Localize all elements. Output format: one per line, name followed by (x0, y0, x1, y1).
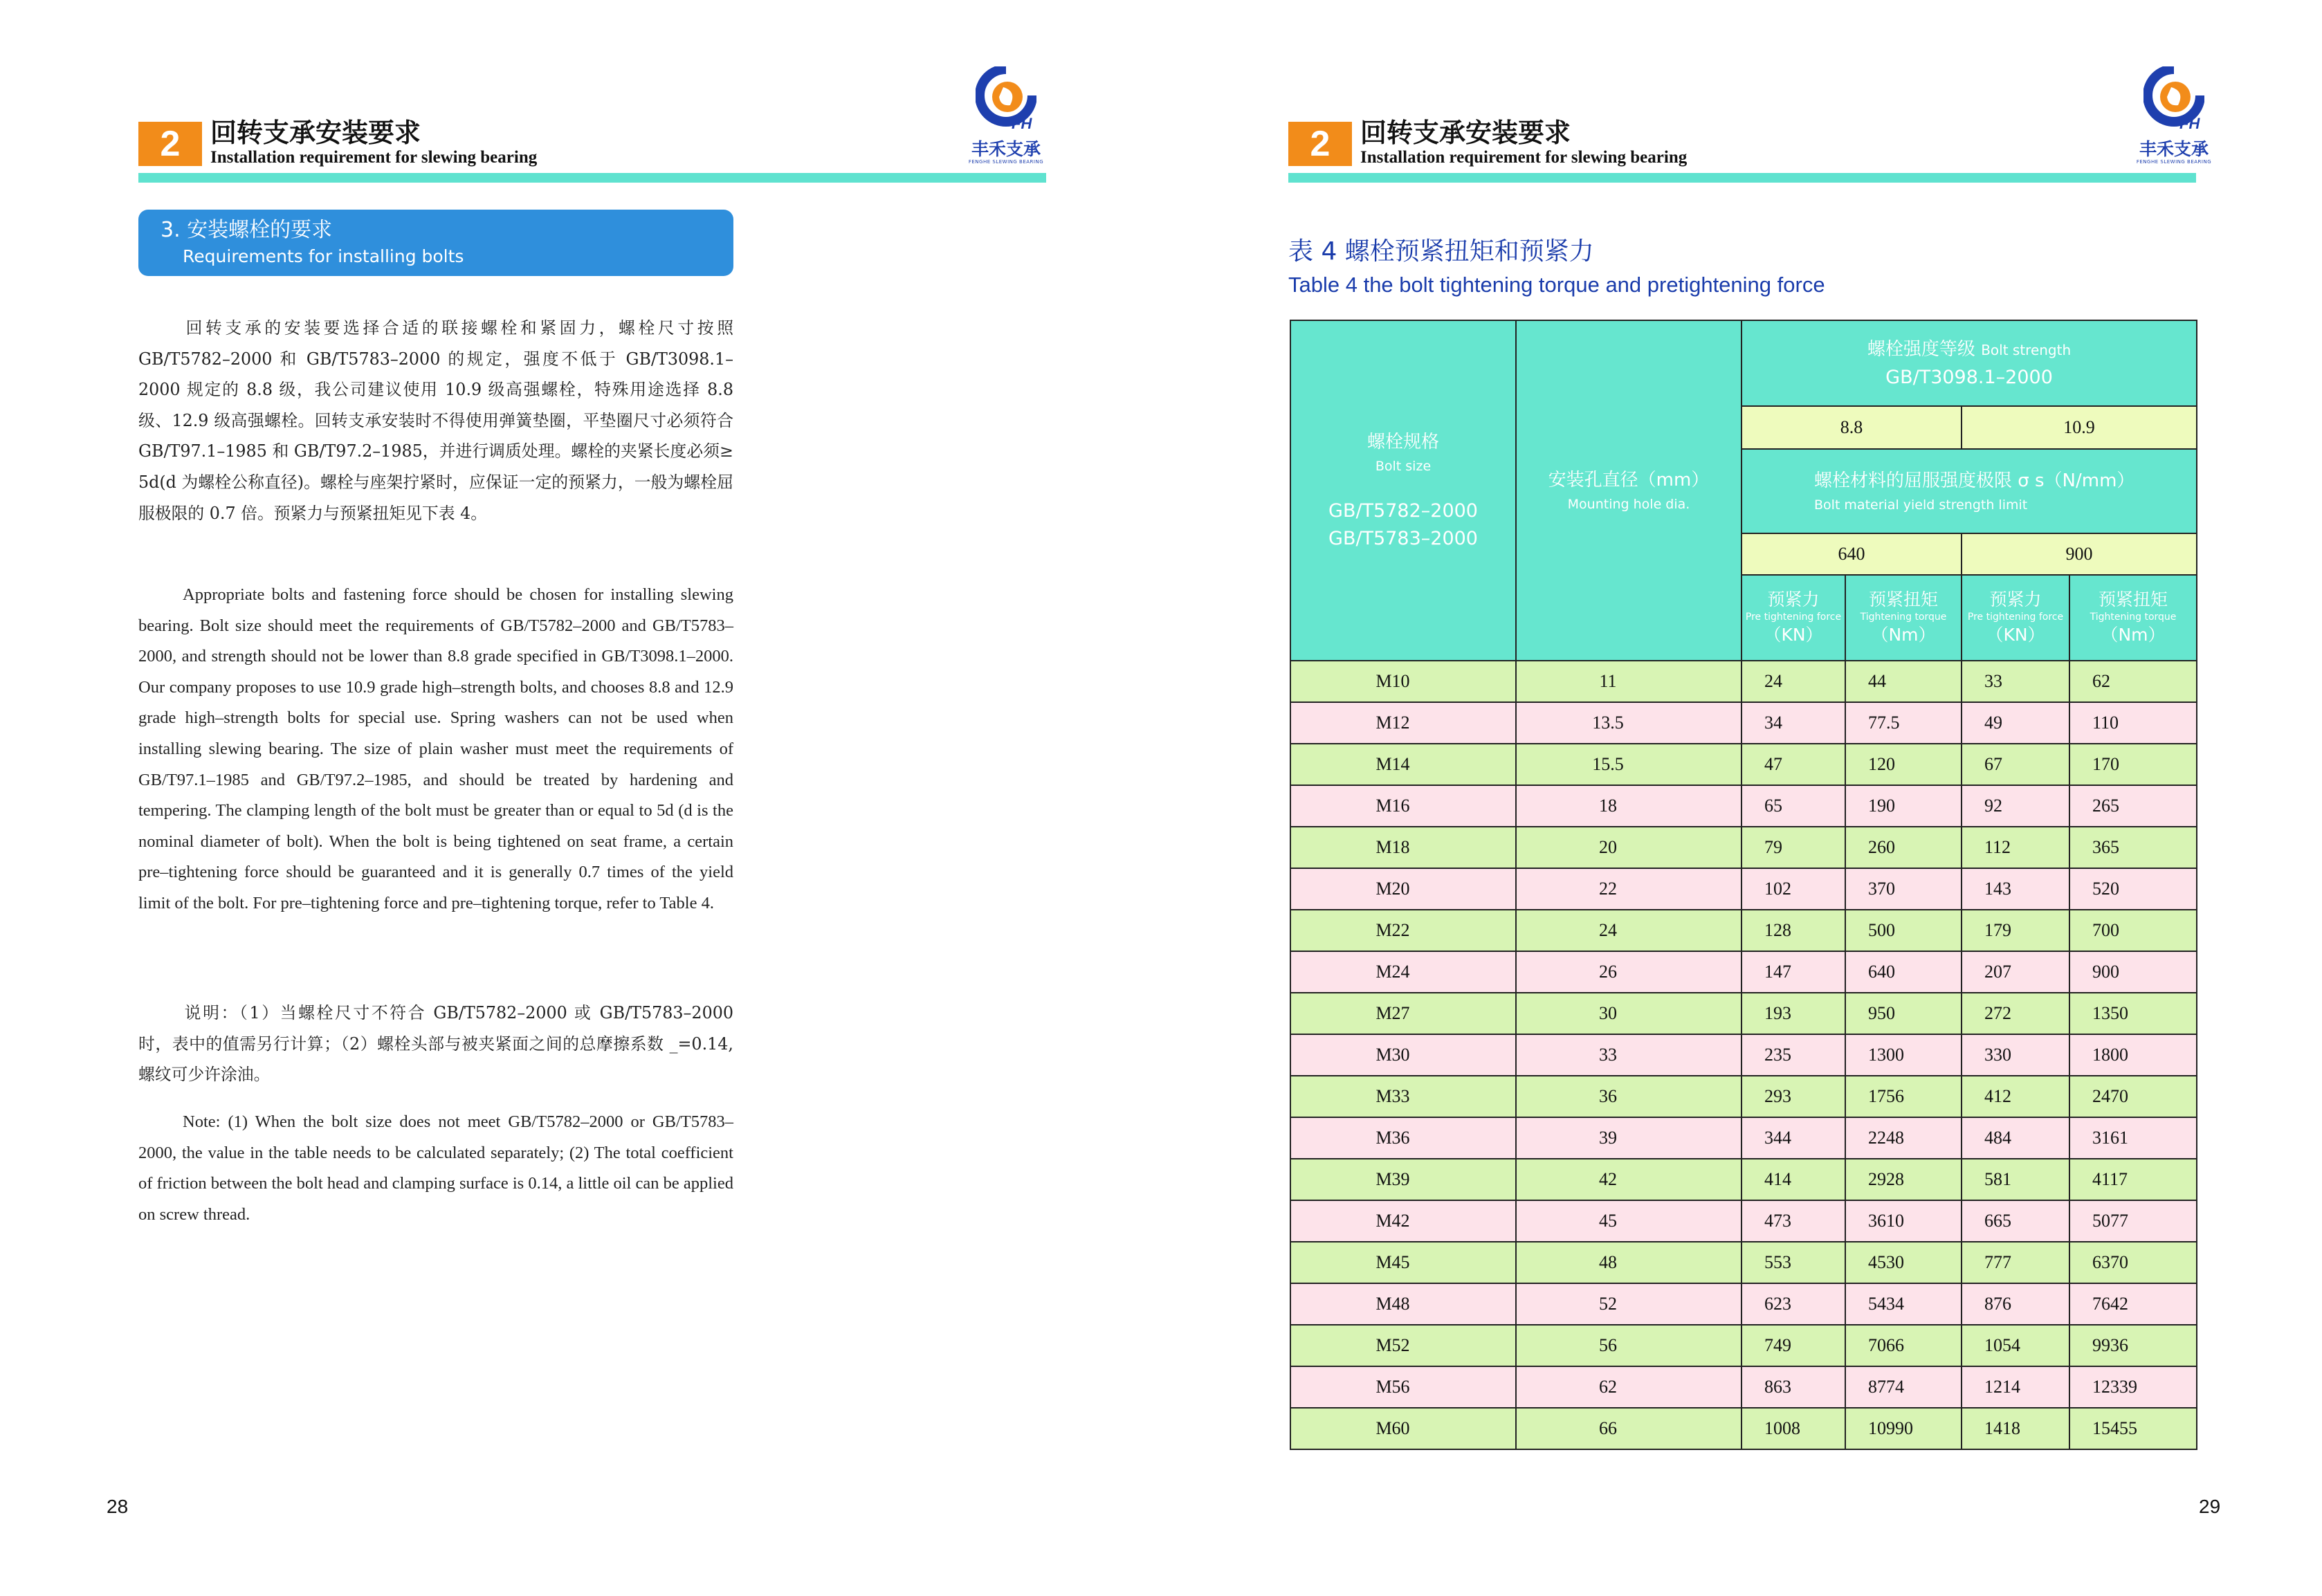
cell-force-10-9: 207 (1962, 951, 2069, 993)
cell-force-8-8: 65 (1742, 785, 1845, 827)
logo-mark: FH (1012, 115, 1032, 132)
table-body (1290, 661, 2197, 1449)
header-mounting-hole (1516, 320, 1742, 661)
table-row (1290, 1283, 2197, 1325)
chapter-title-en: Installation requirement for slewing bearing (1360, 148, 1688, 167)
header-text: 安装孔直径（mm） (1548, 470, 1710, 490)
cell-torque-10-9: 1800 (2069, 1034, 2197, 1076)
cell-hole-dia: 26 (1516, 951, 1742, 993)
company-logo (2126, 66, 2222, 170)
chapter-number: 2 (138, 122, 202, 166)
cell-torque-8-8: 10990 (1845, 1408, 1962, 1449)
cell-torque-8-8: 44 (1845, 661, 1962, 702)
cell-force-8-8: 1008 (1742, 1408, 1845, 1449)
chapter-title-en: Installation requirement for slewing bearing (210, 148, 538, 167)
header-grade-10-9: 10.9 (1962, 406, 2197, 449)
cell-force-10-9: 49 (1962, 702, 2069, 744)
cell-hole-dia: 24 (1516, 910, 1742, 951)
cell-bolt-size: M36 (1290, 1117, 1516, 1159)
cell-torque-10-9: 62 (2069, 661, 2197, 702)
table-row (1290, 1325, 2197, 1366)
cell-torque-8-8: 4530 (1845, 1242, 1962, 1283)
table-row (1290, 1242, 2197, 1283)
cell-force-10-9: 143 (1962, 868, 2069, 910)
cell-bolt-size: M12 (1290, 702, 1516, 744)
cell-bolt-size: M20 (1290, 868, 1516, 910)
paragraph-zh-2 (138, 998, 733, 1090)
header-text: GB/T5782–2000 (1328, 500, 1478, 522)
cell-bolt-size: M48 (1290, 1283, 1516, 1325)
header-text: Pre tightening force (1967, 612, 2064, 623)
fh-logo-icon (2143, 66, 2204, 133)
cell-torque-10-9: 365 (2069, 827, 2197, 868)
table-row (1290, 702, 2197, 744)
logo-name-en: FENGHE SLEWING BEARING (2136, 159, 2212, 165)
cell-bolt-size: M24 (1290, 951, 1516, 993)
header-text: Bolt strength (1981, 341, 2072, 358)
cell-torque-10-9: 1350 (2069, 993, 2197, 1034)
cell-torque-8-8: 77.5 (1845, 702, 1962, 744)
header-force-a (1742, 575, 1845, 661)
cell-hole-dia: 56 (1516, 1325, 1742, 1366)
cell-bolt-size: M42 (1290, 1200, 1516, 1242)
table-row (1290, 1408, 2197, 1449)
paragraph-en-1 (138, 580, 733, 919)
cell-torque-10-9: 2470 (2069, 1076, 2197, 1117)
cell-hole-dia: 30 (1516, 993, 1742, 1034)
header-text: Pre tightening force (1745, 612, 1842, 623)
chapter-title-zh: 回转支承安装要求 (1360, 117, 1571, 148)
table-row (1290, 661, 2197, 702)
paragraph-en-2 (138, 1107, 733, 1230)
cell-hole-dia: 18 (1516, 785, 1742, 827)
cell-hole-dia: 45 (1516, 1200, 1742, 1242)
header-text: 预紧力 (1989, 589, 2042, 609)
header-text (1742, 336, 2196, 364)
cell-force-8-8: 553 (1742, 1242, 1845, 1283)
header-text: 螺栓强度等级 (1867, 338, 1975, 360)
cell-force-10-9: 876 (1962, 1283, 2069, 1325)
header-text: 螺栓规格 (1366, 432, 1439, 452)
cell-force-10-9: 92 (1962, 785, 2069, 827)
cell-force-8-8: 147 (1742, 951, 1845, 993)
cell-bolt-size: M10 (1290, 661, 1516, 702)
cell-hole-dia: 13.5 (1516, 702, 1742, 744)
cell-force-8-8: 344 (1742, 1117, 1845, 1159)
cell-force-8-8: 79 (1742, 827, 1845, 868)
cell-force-10-9: 665 (1962, 1200, 2069, 1242)
table-row (1290, 910, 2197, 951)
header-text: Tightening torque (2090, 612, 2177, 623)
cell-force-8-8: 193 (1742, 993, 1845, 1034)
paragraph-text: 说明：（1）当螺栓尺寸不符合 GB/T5782–2000 或 GB/T5783–2000 时，表中的值需另行计算；（2）螺栓头部与被夹紧面之间的总摩擦系数 _=0.14, 螺纹可少许涂油。 (138, 1003, 733, 1085)
chapter-number: 2 (1288, 122, 1352, 166)
paragraph-text: 回转支承的安装要选择合适的联接螺栓和紧固力，螺栓尺寸按照GB/T5782–2000 和 GB/T5783–2000 的规定，强度不低于 GB/T3098.1–2000 规定的 8.8 级，我公司建议使用 10.9 级高强螺栓，特殊用途选择 8.8 级、12.9 级高强螺栓。回转支承安装时不得使用弹簧垫圈，平垫圈尺寸必须符合 GB/T97.1–1985 和 GB/T97.2–1985，并进行调质处理。螺栓的夹紧长度必须≥ 5d(d 为螺栓公称直径)。螺栓与座架拧紧时，应保证一定的预紧力，一般为螺栓屈服极限的 0.7 倍。预紧力与预紧扭矩见下表 4。 (138, 318, 733, 523)
table-row (1290, 785, 2197, 827)
header-text: Bolt material yield strength limit (1814, 497, 2028, 513)
logo-name-zh: 丰禾支承 (971, 139, 1041, 159)
cell-force-8-8: 749 (1742, 1325, 1845, 1366)
table-row (1290, 827, 2197, 868)
chapter-header (1288, 118, 2196, 167)
header-text: （Nm） (2101, 625, 2166, 645)
header-text: Mounting hole dia. (1567, 497, 1690, 512)
cell-force-10-9: 484 (1962, 1117, 2069, 1159)
cell-hole-dia: 66 (1516, 1408, 1742, 1449)
cell-bolt-size: M56 (1290, 1366, 1516, 1408)
table-row (1290, 993, 2197, 1034)
page-number: 28 (107, 1496, 129, 1517)
cell-force-8-8: 102 (1742, 868, 1845, 910)
fh-logo-icon (976, 66, 1036, 133)
cell-hole-dia: 11 (1516, 661, 1742, 702)
table-row (1290, 1076, 2197, 1117)
cell-hole-dia: 42 (1516, 1159, 1742, 1200)
cell-force-8-8: 293 (1742, 1076, 1845, 1117)
chapter-header (138, 118, 1046, 167)
table-row (1290, 1117, 2197, 1159)
header-text: （KN） (1764, 625, 1823, 645)
cell-torque-8-8: 5434 (1845, 1283, 1962, 1325)
cell-torque-8-8: 7066 (1845, 1325, 1962, 1366)
cell-bolt-size: M22 (1290, 910, 1516, 951)
header-yield-900: 900 (1962, 533, 2197, 575)
header-bolt-strength (1742, 320, 2197, 406)
cell-torque-10-9: 170 (2069, 744, 2197, 785)
cell-bolt-size: M39 (1290, 1159, 1516, 1200)
cell-hole-dia: 15.5 (1516, 744, 1742, 785)
table-row (1290, 951, 2197, 993)
page-number: 29 (2199, 1496, 2221, 1517)
cell-torque-8-8: 950 (1845, 993, 1962, 1034)
cell-torque-10-9: 3161 (2069, 1117, 2197, 1159)
cell-force-8-8: 414 (1742, 1159, 1845, 1200)
cell-bolt-size: M33 (1290, 1076, 1516, 1117)
header-grade-8-8: 8.8 (1742, 406, 1962, 449)
cell-torque-8-8: 2928 (1845, 1159, 1962, 1200)
header-bolt-size (1290, 320, 1516, 661)
cell-torque-10-9: 265 (2069, 785, 2197, 827)
cell-force-10-9: 777 (1962, 1242, 2069, 1283)
cell-torque-8-8: 190 (1845, 785, 1962, 827)
cell-bolt-size: M60 (1290, 1408, 1516, 1449)
cell-bolt-size: M16 (1290, 785, 1516, 827)
table-title-zh: 表 4 螺栓预紧扭矩和预紧力 (1288, 237, 1594, 266)
header-text: （Nm） (1871, 625, 1936, 645)
section-title-en: Requirements for installing bolts (183, 246, 464, 266)
cell-torque-10-9: 6370 (2069, 1242, 2197, 1283)
cell-bolt-size: M30 (1290, 1034, 1516, 1076)
bolt-torque-table (1290, 320, 2197, 1450)
section-title-zh: 3. 安装螺栓的要求 (161, 218, 333, 242)
paragraph-text: Note: (1) When the bolt size does not meet GB/T5782–2000 or GB/T5783–2000, the value in the table needs to be calculated separately; (2) The total coefficient of friction between the bolt head and clamping surface is 0.14, a little oil can be applied on screw thread. (138, 1112, 733, 1224)
cell-force-8-8: 623 (1742, 1283, 1845, 1325)
chapter-title-zh: 回转支承安装要求 (210, 117, 421, 148)
cell-hole-dia: 48 (1516, 1242, 1742, 1283)
header-text: 预紧力 (1767, 589, 1820, 609)
right-page (1161, 0, 2322, 1596)
company-logo (958, 66, 1054, 170)
cell-force-10-9: 272 (1962, 993, 2069, 1034)
cell-torque-10-9: 12339 (2069, 1366, 2197, 1408)
table-row (1290, 1200, 2197, 1242)
cell-force-10-9: 67 (1962, 744, 2069, 785)
section-heading (138, 210, 733, 276)
table-row (1290, 1034, 2197, 1076)
cell-bolt-size: M18 (1290, 827, 1516, 868)
cell-hole-dia: 20 (1516, 827, 1742, 868)
cell-torque-10-9: 700 (2069, 910, 2197, 951)
cell-torque-8-8: 1300 (1845, 1034, 1962, 1076)
cell-torque-10-9: 900 (2069, 951, 2197, 993)
cell-force-10-9: 112 (1962, 827, 2069, 868)
header-text: （KN） (1986, 625, 2045, 645)
header-text: GB/T5783–2000 (1328, 528, 1478, 549)
cell-torque-8-8: 2248 (1845, 1117, 1962, 1159)
cell-force-10-9: 330 (1962, 1034, 2069, 1076)
table-row (1290, 744, 2197, 785)
cell-force-10-9: 1418 (1962, 1408, 2069, 1449)
cell-torque-10-9: 520 (2069, 868, 2197, 910)
cell-force-8-8: 47 (1742, 744, 1845, 785)
paragraph-text: Appropriate bolts and fastening force should be chosen for installing slewing bearing. Bolt size should meet the requirements of GB/T5782–2000 and GB/T5783–2000, and strength should not be lower than 8.8 grade specified in GB/T3098.1–2000. Our company proposes to use 10.9 grade high–strength bolts, and chooses 8.8 and 12.9 grade high–strength bolts for special use. Spring washers can not be used when installing slewing bearing. The size of plain washer must meet the requirements of GB/T97.1–1985 and GB/T97.2–1985, and should be treated by hardening and tempering. The clamping length of the bolt must be greater than or equal to 5d (d is the nominal diameter of bolt). When the bolt is being tightened on seat frame, a certain pre–tightening force should be guaranteed and it is generally 0.7 times of the yield limit of the bolt. For pre–tightening force and pre–tightening torque, refer to Table 4. (138, 585, 733, 912)
cell-force-8-8: 235 (1742, 1034, 1845, 1076)
header-yield-640: 640 (1742, 533, 1962, 575)
table-row (1290, 1366, 2197, 1408)
logo-name-en: FENGHE SLEWING BEARING (968, 159, 1044, 165)
cell-torque-8-8: 370 (1845, 868, 1962, 910)
logo-mark: FH (2179, 115, 2200, 132)
cell-hole-dia: 22 (1516, 868, 1742, 910)
cell-force-10-9: 1054 (1962, 1325, 2069, 1366)
cell-hole-dia: 52 (1516, 1283, 1742, 1325)
cell-hole-dia: 36 (1516, 1076, 1742, 1117)
cell-force-10-9: 1214 (1962, 1366, 2069, 1408)
cell-force-8-8: 473 (1742, 1200, 1845, 1242)
cell-force-8-8: 34 (1742, 702, 1845, 744)
cell-torque-8-8: 260 (1845, 827, 1962, 868)
cell-force-8-8: 24 (1742, 661, 1845, 702)
cell-force-10-9: 33 (1962, 661, 2069, 702)
header-force-b (1962, 575, 2069, 661)
cell-force-10-9: 581 (1962, 1159, 2069, 1200)
table-row (1290, 868, 2197, 910)
header-torque-a (1845, 575, 1962, 661)
header-text: 螺栓材料的屈服强度极限 σ s（N/mm） (1814, 470, 2135, 491)
header-yield-limit (1742, 449, 2197, 533)
cell-force-10-9: 179 (1962, 910, 2069, 951)
cell-torque-8-8: 640 (1845, 951, 1962, 993)
header-torque-b (2069, 575, 2197, 661)
cell-bolt-size: M14 (1290, 744, 1516, 785)
cell-torque-8-8: 120 (1845, 744, 1962, 785)
cell-torque-8-8: 1756 (1845, 1076, 1962, 1117)
cell-torque-10-9: 4117 (2069, 1159, 2197, 1200)
cell-bolt-size: M27 (1290, 993, 1516, 1034)
cell-torque-8-8: 8774 (1845, 1366, 1962, 1408)
cell-torque-8-8: 3610 (1845, 1200, 1962, 1242)
logo-name-zh: 丰禾支承 (2139, 139, 2209, 159)
cell-hole-dia: 62 (1516, 1366, 1742, 1408)
cell-force-8-8: 128 (1742, 910, 1845, 951)
cell-torque-10-9: 7642 (2069, 1283, 2197, 1325)
table-row (1290, 1159, 2197, 1200)
paragraph-zh-1 (138, 313, 733, 529)
header-text: 预紧扭矩 (2099, 589, 2168, 609)
cell-bolt-size: M52 (1290, 1325, 1516, 1366)
cell-hole-dia: 33 (1516, 1034, 1742, 1076)
header-text: Tightening torque (1860, 612, 1947, 623)
header-text: Bolt size (1375, 459, 1432, 474)
cell-torque-10-9: 110 (2069, 702, 2197, 744)
header-text: 预紧扭矩 (1868, 589, 1938, 609)
header-divider (138, 173, 1046, 183)
header-text: GB/T3098.1–2000 (1885, 366, 2053, 388)
cell-torque-10-9: 15455 (2069, 1408, 2197, 1449)
cell-hole-dia: 39 (1516, 1117, 1742, 1159)
cell-bolt-size: M45 (1290, 1242, 1516, 1283)
cell-torque-8-8: 500 (1845, 910, 1962, 951)
header-divider (1288, 173, 2196, 183)
cell-force-10-9: 412 (1962, 1076, 2069, 1117)
cell-torque-10-9: 9936 (2069, 1325, 2197, 1366)
table-title-en: Table 4 the bolt tightening torque and pretightening force (1288, 273, 1825, 297)
cell-force-8-8: 863 (1742, 1366, 1845, 1408)
cell-torque-10-9: 5077 (2069, 1200, 2197, 1242)
